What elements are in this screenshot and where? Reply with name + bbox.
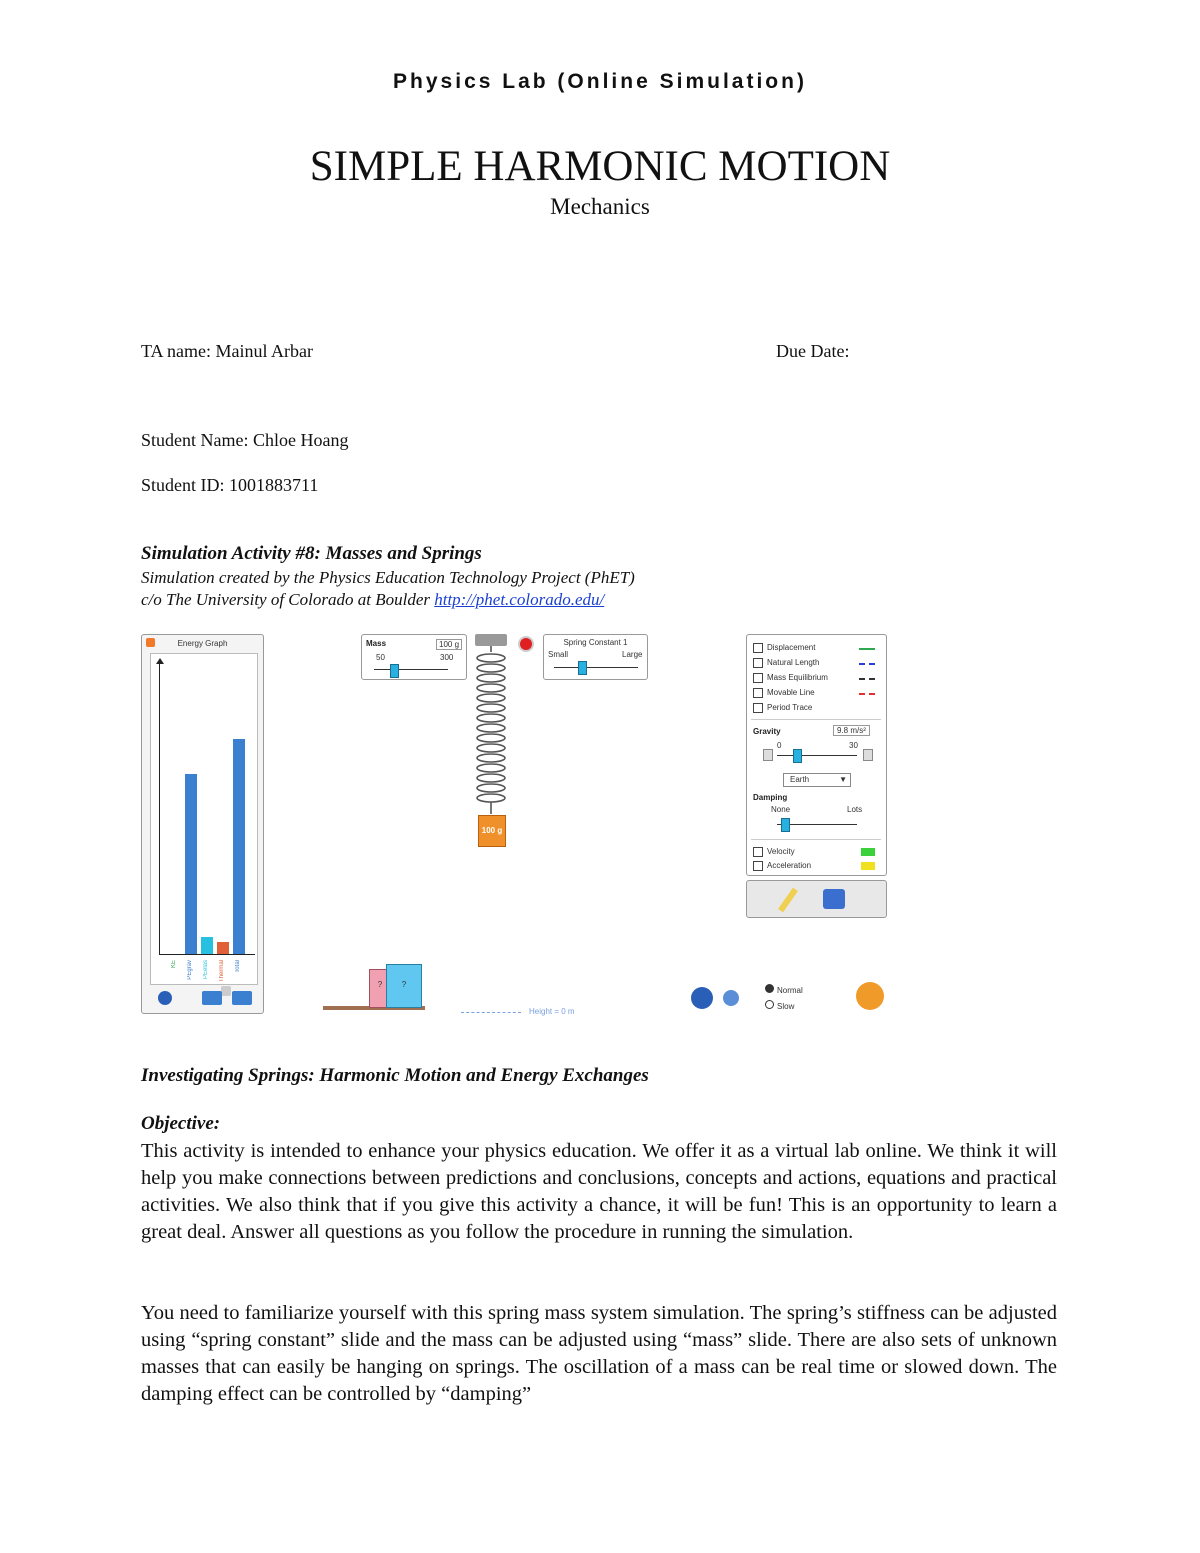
gravity-min: 0 [777, 741, 782, 750]
play-button[interactable] [691, 987, 713, 1009]
gravity-slider-thumb[interactable] [793, 749, 802, 763]
reset-icon[interactable] [856, 982, 884, 1010]
unknown-mass-2[interactable]: ? [386, 964, 422, 1008]
page-subtitle: Mechanics [550, 194, 650, 219]
height-line [461, 1012, 521, 1013]
damping-none-label: None [771, 805, 791, 814]
instructions-paragraph: You need to familiarize yourself with this spring mass system simulation. The spring’s stiffness can be adjusted using “spring constant” slide and the mass can be adjusted using “mass” slide. There are also sets of unknown masses that can easily be hanging on springs. The oscillation of a mass can be real time or slowed down. The damping effect can be controlled by “damping” [141, 1302, 1057, 1405]
zoom-out-icon[interactable] [232, 991, 252, 1005]
planet-value: Earth [790, 775, 810, 784]
stop-record-button[interactable] [518, 636, 534, 652]
mass-min: 50 [376, 653, 385, 662]
student-id: Student ID: 1001883711 [141, 475, 319, 495]
objective-label: Objective: [141, 1113, 221, 1134]
energy-graph-panel [141, 634, 264, 1014]
option-label: Movable Line [767, 688, 815, 698]
energy-bar-peelas [201, 937, 213, 954]
credit-prefix: c/o The University of Colorado at Boulder [141, 590, 435, 609]
gravity-max: 30 [849, 741, 858, 750]
damping-lots-label: Lots [847, 805, 863, 814]
velocity-arrow-icon [861, 848, 875, 856]
option-line-icon [859, 693, 875, 695]
velocity-option[interactable] [753, 847, 795, 857]
step-button[interactable] [723, 990, 739, 1006]
speed-normal-radio[interactable] [765, 984, 774, 993]
option-checkbox[interactable] [753, 703, 763, 713]
simulation-screenshot [141, 632, 891, 1016]
y-axis-arrow-icon [156, 658, 164, 664]
speed-slow-option[interactable] [765, 1000, 794, 1011]
page-title: SIMPLE HARMONIC MOTION [309, 143, 891, 190]
mass-max: 300 [440, 653, 454, 662]
student-name: Student Name: Chloe Hoang [141, 430, 349, 450]
gravity-slider-track[interactable] [777, 755, 857, 756]
energy-graph-title: Energy Graph [177, 639, 228, 648]
hanging-mass[interactable]: 100 g [478, 815, 506, 847]
speed-slow-radio[interactable] [765, 1000, 774, 1009]
option-line-icon [859, 663, 875, 665]
energy-bar-label: KE [171, 960, 177, 969]
option-line-icon [859, 648, 875, 650]
spring-slider-thumb[interactable] [578, 661, 587, 675]
energy-bar-label: Thermal [219, 960, 225, 983]
spring-slider-track[interactable] [554, 667, 638, 668]
height-label: Height = 0 m [529, 1007, 575, 1016]
acceleration-arrow-icon [861, 862, 875, 870]
zoom-in-icon[interactable] [202, 991, 222, 1005]
due-date: Due Date: [776, 341, 850, 361]
ruler-icon[interactable] [778, 888, 798, 913]
option-line-icon [859, 678, 875, 680]
x-axis [159, 954, 255, 955]
spring-hanger [475, 634, 507, 646]
y-axis [159, 662, 160, 954]
option-label: Natural Length [767, 658, 820, 668]
energy-bar-label: PEelas [203, 960, 209, 980]
ta-name: TA name: Mainul Arbar [141, 341, 314, 361]
option-checkbox[interactable] [753, 658, 763, 668]
damping-slider-thumb[interactable] [781, 818, 790, 832]
lab-header: Physics Lab (Online Simulation) [393, 70, 807, 93]
energy-bar-total [233, 739, 245, 954]
credit-line-1: Simulation created by the Physics Education Technology Project (PhET) [141, 568, 635, 587]
option-checkbox[interactable] [753, 688, 763, 698]
gravity-increase-button[interactable] [863, 749, 873, 761]
spring[interactable] [471, 646, 511, 816]
credit-line-2 [141, 590, 604, 610]
energy-graph-area [150, 653, 258, 985]
speed-normal-label: Normal [777, 986, 803, 995]
velocity-checkbox[interactable] [753, 847, 763, 857]
option-mass-equilibrium[interactable] [753, 673, 828, 683]
option-label: Mass Equilibrium [767, 673, 828, 683]
acceleration-option[interactable] [753, 861, 811, 871]
option-label: Displacement [767, 643, 816, 653]
option-period-trace[interactable] [753, 703, 812, 713]
option-movable-line[interactable] [753, 688, 815, 698]
gravity-decrease-button[interactable] [763, 749, 773, 761]
spring-large-label: Large [622, 650, 643, 659]
energy-bar-pegrav [185, 774, 197, 954]
gravity-value[interactable]: 9.8 m/s² [833, 725, 870, 736]
velocity-label: Velocity [767, 847, 795, 857]
tools-panel [746, 880, 887, 918]
spring-small-label: Small [548, 650, 569, 659]
option-displacement[interactable] [753, 643, 815, 653]
energy-bar-label: PEgrav [187, 960, 193, 980]
energy-bar-thermal [217, 942, 229, 954]
option-checkbox[interactable] [753, 673, 763, 683]
option-natural-length[interactable] [753, 658, 819, 668]
spring-constant-label: Spring Constant 1 [563, 638, 628, 647]
planet-select[interactable] [783, 773, 851, 787]
mass-slider-track[interactable] [374, 669, 448, 670]
gravity-label: Gravity [753, 727, 781, 736]
spring-constant-control [543, 634, 648, 680]
zoom-reset-icon[interactable] [221, 986, 231, 996]
acceleration-label: Acceleration [767, 861, 812, 871]
option-label: Period Trace [767, 703, 813, 713]
unknown-mass-1[interactable]: ? [369, 969, 391, 1008]
speed-slow-label: Slow [777, 1002, 795, 1011]
damping-label: Damping [753, 793, 788, 802]
activity-title: Simulation Activity #8: Masses and Springs [141, 543, 482, 564]
mass-label: Mass [366, 639, 387, 648]
option-checkbox[interactable] [753, 643, 763, 653]
info-icon[interactable] [158, 991, 172, 1005]
options-panel [746, 634, 887, 876]
speed-normal-option[interactable] [765, 984, 803, 995]
mass-value[interactable]: 100 g [436, 639, 462, 650]
investigation-title: Investigating Springs: Harmonic Motion and Energy Exchanges [141, 1065, 649, 1086]
chevron-down-icon: ▼ [839, 775, 847, 784]
acceleration-checkbox[interactable] [753, 861, 763, 871]
energy-bar-label: Total [235, 960, 241, 973]
mass-slider-thumb[interactable] [390, 664, 399, 678]
stopwatch-icon[interactable] [823, 889, 845, 909]
mass-control [361, 634, 467, 680]
objective-paragraph: This activity is intended to enhance your physics education. We offer it as a virtual lab online. We think it will help you make connections between predictions and conclusions, concepts and actions, equations and practical activities. We also think that if you give this activity a chance, it will be fun! This is an opportunity to learn a great deal. Answer all questions as you follow the procedure in running the simulation. [141, 1140, 1057, 1243]
phet-link[interactable]: http://phet.colorado.edu/ [434, 590, 605, 609]
